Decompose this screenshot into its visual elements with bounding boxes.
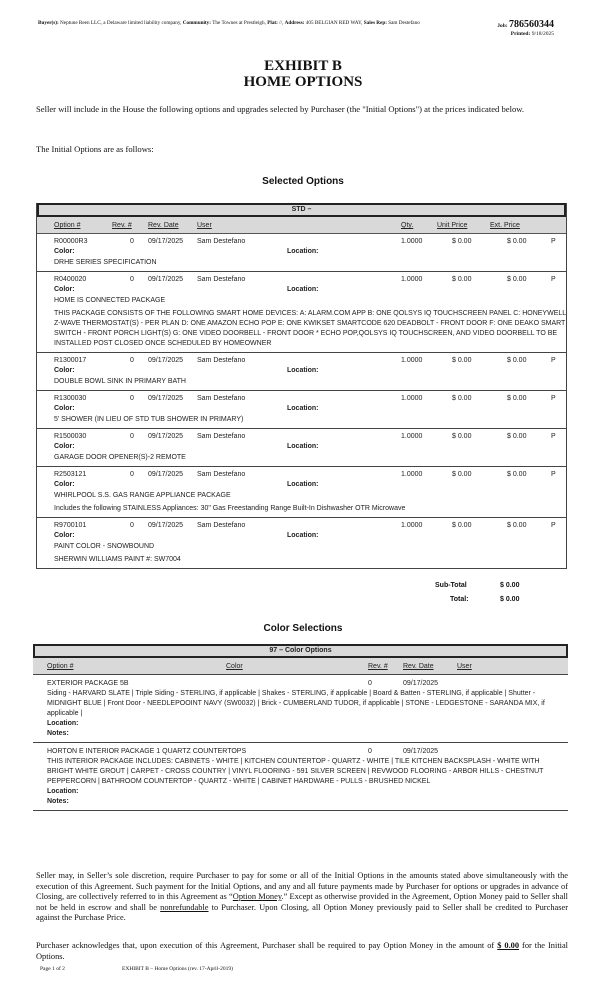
col-option: Option # [47,663,74,670]
user: Sam Destefano [197,357,246,364]
table-row [37,391,566,429]
rev-date: 09/17/2025 [148,522,184,529]
location-label: Location: [287,286,319,293]
rev-number: 0 [368,748,372,755]
intro-text-2: The Initial Options are as follows: [36,144,154,154]
table-header [33,658,568,675]
location-label: Location: [287,248,319,255]
rev-date: 09/17/2025 [403,680,439,687]
option-description: Includes the following STAINLESS Appliances: 30" Gas Freestanding Range Built-In Dishwasher OTR Microwave [54,505,406,512]
option-description: SHERWIN WILLIAMS PAINT #: SW7004 [54,556,181,563]
color-description: Siding - HARVARD SLATE | Triple Siding - STERLING, if applicable | Shakes - STERLING, if applicable | Board & Batten - STERLING, if applicable | Shutter - MIDNIGHT BLUE | Front Door - NEEDLEPOOINT NAVY (SW0032) | Brick - CUMBERLAND TUDOR, if applicable | STONE - LEDGESTONE - SARANDA MIX, if applicable | [47,690,545,717]
table-row [37,353,566,391]
ext-price: $ 0.00 [507,433,527,440]
quantity: 1.0000 [401,522,423,529]
color-options-table [33,644,568,811]
page-title: EXHIBIT B HOME OPTIONS [243,58,363,90]
option-number: R00000R3 [54,238,88,245]
color-label: Color: [54,481,75,488]
user: Sam Destefano [197,238,246,245]
user: Sam Destefano [197,433,246,440]
quantity: 1.0000 [401,471,423,478]
location-label: Location: [287,481,319,488]
header-info: Buyer(s): Neptune Reen LLC, a Delaware limited liability company, Community: The Townes at Prestleigh, Plat: //, Address: 405 BELGIAN RED WAY, Sales Rep: Sam Destefano [38,20,420,26]
color-description: THIS INTERIOR PACKAGE INCLUDES: CABINETS - WHITE | KITCHEN COUNTERTOP - QUARTZ - WHITE | TILE KITCHEN BACKSPLASH - WHITE WITH BRIGHT WHITE GROUT | CARPET - CROSS COUNTRY | VINYL FLOORING - 591 SILVER SCREEN | REVWOOD FLOORING - ARBOR HILLS - CHESTNUT PEPPERCORN | BATHROOM COUNTERTOP - QUARTZ - WHITE | CABINET HARDWARE - PULLS - BRUSHED NICKEL [47,758,544,785]
status-flag: P [551,471,556,478]
unit-price: $ 0.00 [452,522,472,529]
unit-price: $ 0.00 [452,395,472,402]
rev-number: 0 [130,276,134,283]
status-flag: P [551,276,556,283]
option-number: R9700101 [54,522,87,529]
location-label: Location: [47,788,79,795]
unit-price: $ 0.00 [452,357,472,364]
job-info: Job: 786560344 Printed: 9/18/2025 [497,19,554,37]
col-color: Color [226,663,243,670]
rev-date: 09/17/2025 [148,395,184,402]
rev-date: 09/17/2025 [148,238,184,245]
rev-number: 0 [130,395,134,402]
col-user: User [197,222,212,229]
page-number: Page 1 of 2 [40,966,65,972]
unit-price: $ 0.00 [452,471,472,478]
notes-label: Notes: [47,798,69,805]
option-number: R1300017 [54,357,87,364]
col-date: Rev. Date [403,663,434,670]
location-label: Location: [287,405,319,412]
option-number: R1500030 [54,433,87,440]
table-row [37,518,566,569]
table-row [37,429,566,467]
option-number: R0400020 [54,276,87,283]
total-value: $ 0.00 [500,596,520,603]
subtotal-label: Sub-Total [435,582,467,589]
ext-price: $ 0.00 [507,471,527,478]
color-label: Color: [54,286,75,293]
user: Sam Destefano [197,522,246,529]
option-description: DOUBLE BOWL SINK IN PRIMARY BATH [54,378,186,385]
table-row [37,234,566,272]
notes-label: Notes: [47,730,69,737]
unit-price: $ 0.00 [452,276,472,283]
unit-price: $ 0.00 [452,433,472,440]
option-number: R2503121 [54,471,87,478]
table-row [37,467,566,518]
option-number: HORTON E INTERIOR PACKAGE 1 QUARTZ COUNTERTOPS [47,748,247,755]
option-description: PAINT COLOR - SNOWBOUND [54,543,155,550]
rev-date: 09/17/2025 [148,276,184,283]
selected-options-heading: Selected Options [262,176,344,187]
ext-price: $ 0.00 [507,395,527,402]
footer-doc-title: EXHIBIT B – Home Options (rev. 17-April-2019) [122,966,233,972]
color-selections-heading: Color Selections [263,623,343,634]
quantity: 1.0000 [401,276,423,283]
col-option: Option # [54,222,81,229]
option-description: DRHE SERIES SPECIFICATION [54,259,157,266]
rev-number: 0 [130,357,134,364]
total-label: Total: [450,596,469,603]
col-date: Rev. Date [148,222,179,229]
col-rev: Rev. # [112,222,132,229]
rev-number: 0 [130,433,134,440]
subtotal-value: $ 0.00 [500,582,520,589]
status-flag: P [551,522,556,529]
option-money-paragraph: Seller may, in Seller’s sole discretion, require Purchaser to pay for some or all of the Initial Options in the amounts stated above simultaneously with the execution of this Agreement. Such payment for the Initial Options, and any and all future payments made by Purchaser for options or upgrades in advance of Closing, are collectively referred to in this Agreement as “Option Money.” Except as otherwise provided in the Agreement, Option Money paid to Seller shall not be held in escrow and shall be nonrefundable to Purchaser. Upon Closing, all Option Money previously paid to Seller shall be credited to Purchaser against the Purchase Price. [36,871,568,922]
table-band: 97 – Color Options [33,644,568,658]
table-row [37,272,566,353]
col-rev: Rev. # [368,663,388,670]
quantity: 1.0000 [401,395,423,402]
option-description: WHIRLPOOL S.S. GAS RANGE APPLIANCE PACKAGE [54,492,231,499]
rev-date: 09/17/2025 [148,357,184,364]
color-label: Color: [54,367,75,374]
location-label: Location: [287,532,319,539]
rev-date: 09/17/2025 [403,748,439,755]
rev-date: 09/17/2025 [148,471,184,478]
location-label: Location: [287,367,319,374]
rev-number: 0 [368,680,372,687]
status-flag: P [551,357,556,364]
status-flag: P [551,433,556,440]
rev-number: 0 [130,471,134,478]
quantity: 1.0000 [401,357,423,364]
col-unit-price: Unit Price [437,222,468,229]
acknowledgement-paragraph: Purchaser acknowledges that, upon execution of this Agreement, Purchaser shall be required to pay Option Money in the amount of $ 0.00 for the Initial Options. [36,941,569,961]
ext-price: $ 0.00 [507,522,527,529]
table-band: STD – [37,203,566,217]
unit-price: $ 0.00 [452,238,472,245]
table-header [37,217,566,234]
selected-options-table [36,203,567,569]
color-label: Color: [54,532,75,539]
table-row [33,743,568,811]
ext-price: $ 0.00 [507,357,527,364]
rev-number: 0 [130,238,134,245]
option-description: HOME IS CONNECTED PACKAGE [54,297,166,304]
ext-price: $ 0.00 [507,238,527,245]
status-flag: P [551,395,556,402]
quantity: 1.0000 [401,433,423,440]
user: Sam Destefano [197,276,246,283]
option-number: R1300030 [54,395,87,402]
location-label: Location: [287,443,319,450]
color-label: Color: [54,405,75,412]
user: Sam Destefano [197,471,246,478]
col-ext-price: Ext. Price [490,222,520,229]
col-qty: Qty. [401,222,414,229]
user: Sam Destefano [197,395,246,402]
col-user: User [457,663,472,670]
option-description: GARAGE DOOR OPENER(S)-2 REMOTE [54,454,186,461]
rev-date: 09/17/2025 [148,433,184,440]
ext-price: $ 0.00 [507,276,527,283]
color-label: Color: [54,443,75,450]
option-description: 5' SHOWER (IN LIEU OF STD TUB SHOWER IN PRIMARY) [54,416,244,423]
table-row [33,675,568,743]
intro-text: Seller will include in the House the following options and upgrades selected by Purchaser (the "Initial Options") at the prices indicated below. [36,104,525,114]
option-number: EXTERIOR PACKAGE 5B [47,680,129,687]
color-label: Color: [54,248,75,255]
status-flag: P [551,238,556,245]
location-label: Location: [47,720,79,727]
quantity: 1.0000 [401,238,423,245]
rev-number: 0 [130,522,134,529]
option-description: THIS PACKAGE CONSISTS OF THE FOLLOWING SMART HOME DEVICES: A: ALARM.COM APP B: ONE QOLSYS IQ TOUCHSCREEN PANEL C: HONEYWELL Z-WAVE THERMOSTAT(S) - PER PLAN D: ONE AMAZON ECHO POP E: ONE KWIKSET SMARTCODE 620 DEADBOLT - FRONT DOOR F: ONE DEAKO SMART SWITCH - FRONT PORCH LIGHT(S) G: ONE VIDEO DOORBELL - FRONT DOOR * ECHO POP,QOLSYS IQ TOUCHSCREEN, AND VIDEO DOORBELL TO BE INSTALLED POST CLOSED ONCE SCHEDULED BY HOMEOWNER [54,310,566,347]
